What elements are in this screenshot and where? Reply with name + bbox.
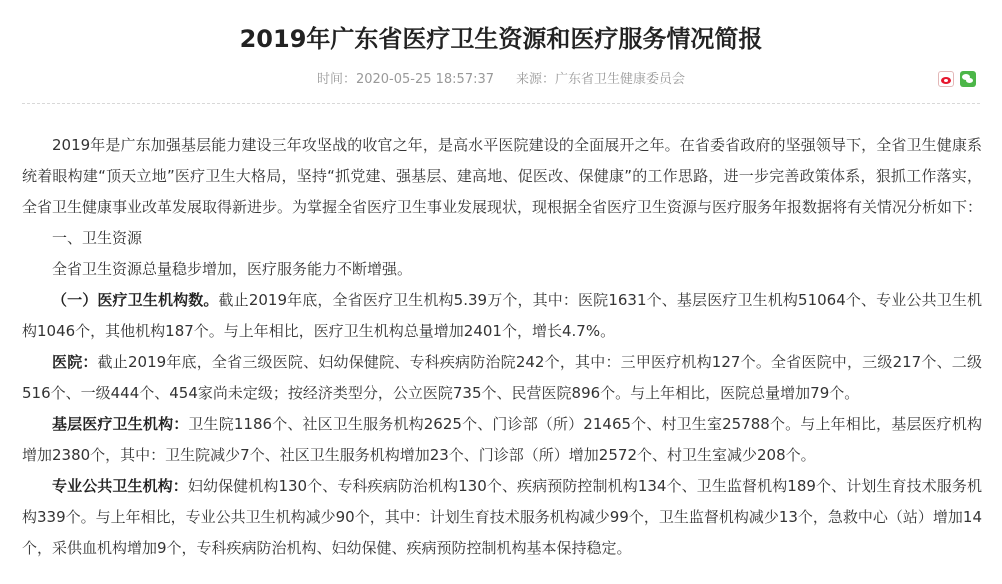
paragraph-institutions bbox=[22, 285, 982, 347]
weibo-icon[interactable] bbox=[938, 71, 954, 87]
article-body bbox=[22, 130, 982, 564]
paragraph-primary-care bbox=[22, 409, 982, 471]
article-title: 2019年广东省医疗卫生资源和医疗服务情况简报 bbox=[239, 25, 763, 53]
section-heading: 一、卫生资源 bbox=[52, 229, 143, 247]
hospitals-text: 截止2019年底，全省三级医院、妇幼保健院、专科疾病防治院242个，其中：三甲医疗机构127个。全省医院中，三级217个、二级516个、一级444个、454家尚未定级；按经济类型分，公立医院735个、民营医院896个。与上年相比，医院总量增加79个。 bbox=[22, 353, 982, 402]
time-label: 时间： bbox=[316, 72, 356, 87]
paragraph-summary: 全省卫生资源总量稳步增加，医疗服务能力不断增强。 bbox=[52, 260, 413, 278]
wechat-icon[interactable] bbox=[960, 71, 976, 87]
time-value: 2020-05-25 18:57:37 bbox=[355, 72, 495, 87]
source-value: 广东省卫生健康委员会 bbox=[555, 72, 686, 87]
hospitals-heading: 医院： bbox=[52, 353, 98, 371]
institutions-heading: （一）医疗卫生机构数。 bbox=[52, 291, 219, 309]
source-label: 来源： bbox=[516, 72, 556, 87]
primary-care-heading: 基层医疗卫生机构： bbox=[52, 415, 189, 433]
paragraph-public-health bbox=[22, 471, 982, 564]
article-meta bbox=[0, 70, 1002, 90]
paragraph-hospitals bbox=[22, 347, 982, 409]
paragraph-intro: 2019年是广东加强基层能力建设三年攻坚战的收官之年，是高水平医院建设的全面展开之年。在省委省政府的坚强领导下，全省卫生健康系统着眼构建“顶天立地”医疗卫生大格局，坚持“抓党建、强基层、建高地、促医改、保健康”的工作思路，进一步完善政策体系，狠抓工作落实，全省卫生健康事业改革发展取得新进步。为掌握全省医疗卫生事业发展现状，现根据全省医疗卫生资源与医疗服务年报数据将有关情况分析如下： bbox=[22, 136, 983, 216]
public-health-heading: 专业公共卫生机构： bbox=[52, 477, 188, 495]
share-bar bbox=[938, 71, 976, 87]
public-health-text: 妇幼保健机构130个、专科疾病防治机构130个、疾病预防控制机构134个、卫生监督机构189个、计划生育技术服务机构339个。与上年相比，专业公共卫生机构减少90个，其中：计划生育技术服务机构减少99个，卫生监督机构减少13个，急救中心（站）增加14个，采供血机构增加9个，专科疾病防治机构、妇幼保健、疾病预防控制机构基本保持稳定。 bbox=[22, 477, 982, 557]
primary-care-text: 卫生院1186个、社区卫生服务机构2625个、门诊部（所）21465个、村卫生室25788个。与上年相比，基层医疗机构增加2380个，其中：卫生院减少7个、社区卫生服务机构增加23个、门诊部（所）增加2572个、村卫生室减少208个。 bbox=[22, 415, 982, 464]
institutions-text: 截止2019年底，全省医疗卫生机构5.39万个，其中：医院1631个、基层医疗卫生机构51064个、专业公共卫生机构1046个，其他机构187个。与上年相比，医疗卫生机构总量增加2401个，增长4.7%。 bbox=[22, 291, 982, 340]
header-divider bbox=[22, 103, 980, 104]
